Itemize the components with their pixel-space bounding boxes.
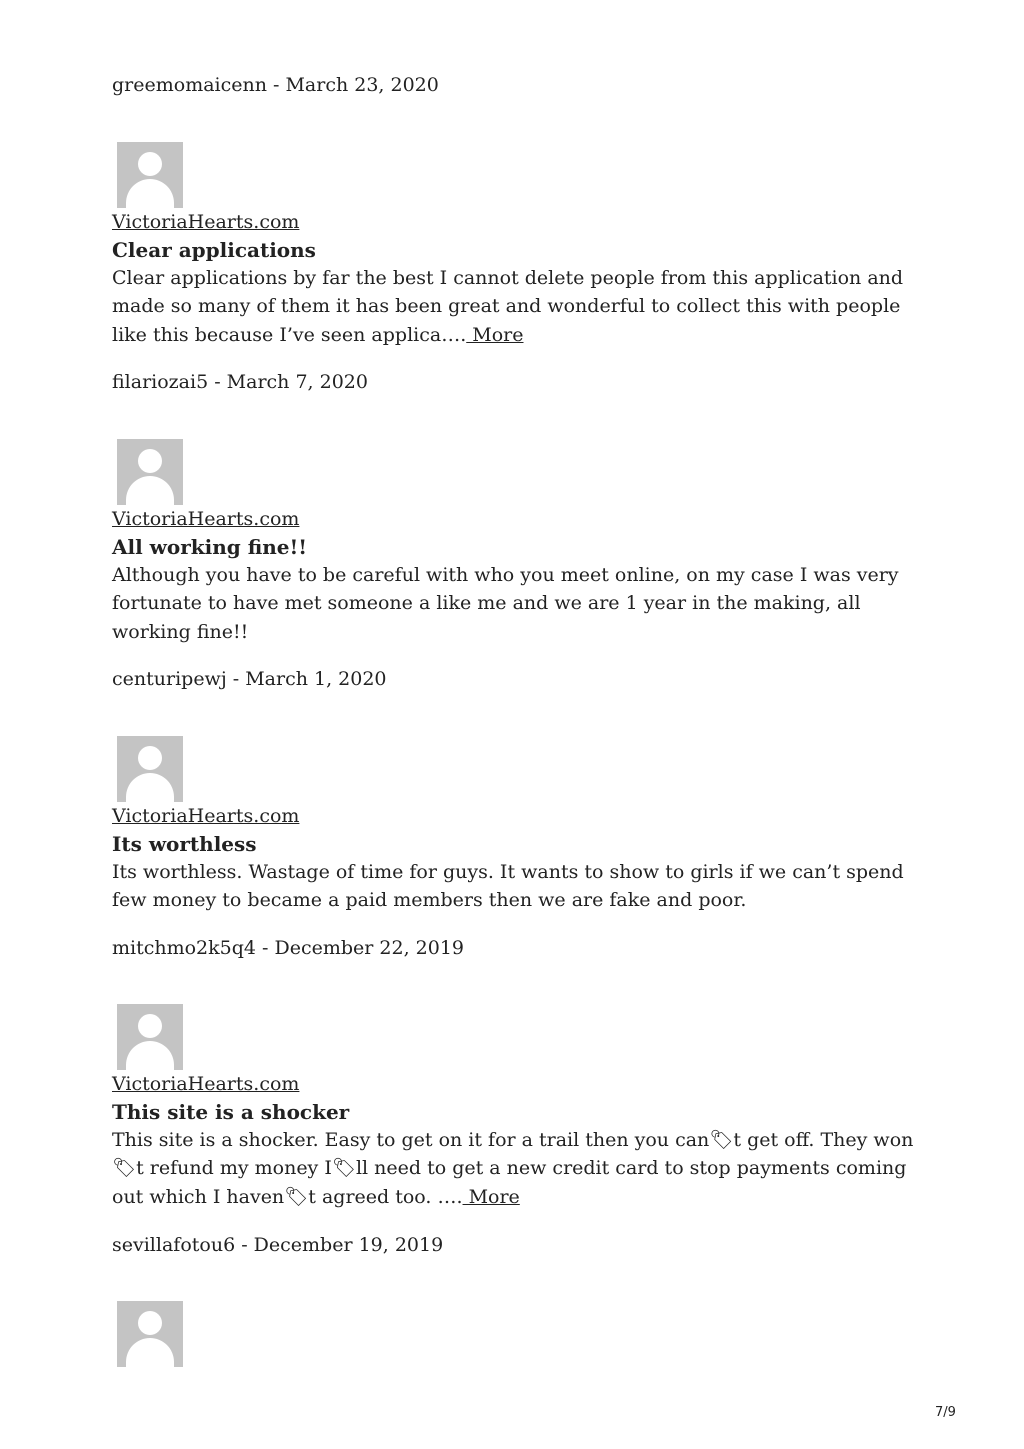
site-link[interactable]: VictoriaHearts.com xyxy=(112,805,300,827)
review-byline: filariozai5 - March 7, 2020 xyxy=(112,371,368,393)
review-byline: sevillafotou6 - December 19, 2019 xyxy=(112,1234,444,1256)
review-body: This site is a shocker. Easy to get on it for a trail then you can🏷t get off. They won🏷t refund my money I🏷ll need to get a new credit card to stop payments coming out which I haven🏷t agreed too. …. xyxy=(112,1129,914,1208)
site-link[interactable]: VictoriaHearts.com xyxy=(112,508,300,530)
review-card xyxy=(112,142,922,349)
avatar-placeholder-icon xyxy=(117,1301,183,1367)
review-text xyxy=(112,1126,922,1211)
review-byline: mitchmo2k5q4 - December 22, 2019 xyxy=(112,937,465,959)
avatar-placeholder-icon xyxy=(117,736,183,802)
avatar-placeholder-icon xyxy=(117,439,183,505)
review-byline: centuripewj - March 1, 2020 xyxy=(112,668,387,690)
review-byline: greemomaicenn - March 23, 2020 xyxy=(112,74,439,96)
review-title: Clear applications xyxy=(112,238,316,262)
avatar-placeholder-icon xyxy=(117,142,183,208)
review-card-partial xyxy=(112,1301,922,1367)
more-link[interactable]: More xyxy=(466,323,524,346)
review-body: Although you have to be careful with who you meet online, on my case I was very fortunate to have met someone a like me and we are 1 year in the making, all working fine!! xyxy=(112,564,899,643)
review-card xyxy=(112,736,922,915)
site-link[interactable]: VictoriaHearts.com xyxy=(112,211,300,233)
more-link[interactable]: More xyxy=(462,1185,520,1208)
page-number: 7/9 xyxy=(935,1405,956,1420)
avatar-placeholder-icon xyxy=(117,1004,183,1070)
review-title: Its worthless xyxy=(112,832,257,856)
site-link[interactable]: VictoriaHearts.com xyxy=(112,1073,300,1095)
review-text xyxy=(112,561,922,646)
review-title: All working fine!! xyxy=(112,535,308,559)
review-body: Its worthless. Wastage of time for guys. It wants to show to girls if we can’t spend few money to became a paid members then we are fake and poor. xyxy=(112,861,904,912)
review-body: Clear applications by far the best I cannot delete people from this application and made so many of them it has been great and wonderful to collect this with people like this because I’ve seen applica…. xyxy=(112,267,904,346)
review-card xyxy=(112,1004,922,1211)
review-title: This site is a shocker xyxy=(112,1100,350,1124)
review-text xyxy=(112,858,922,915)
review-card xyxy=(112,439,922,646)
review-text xyxy=(112,264,922,349)
